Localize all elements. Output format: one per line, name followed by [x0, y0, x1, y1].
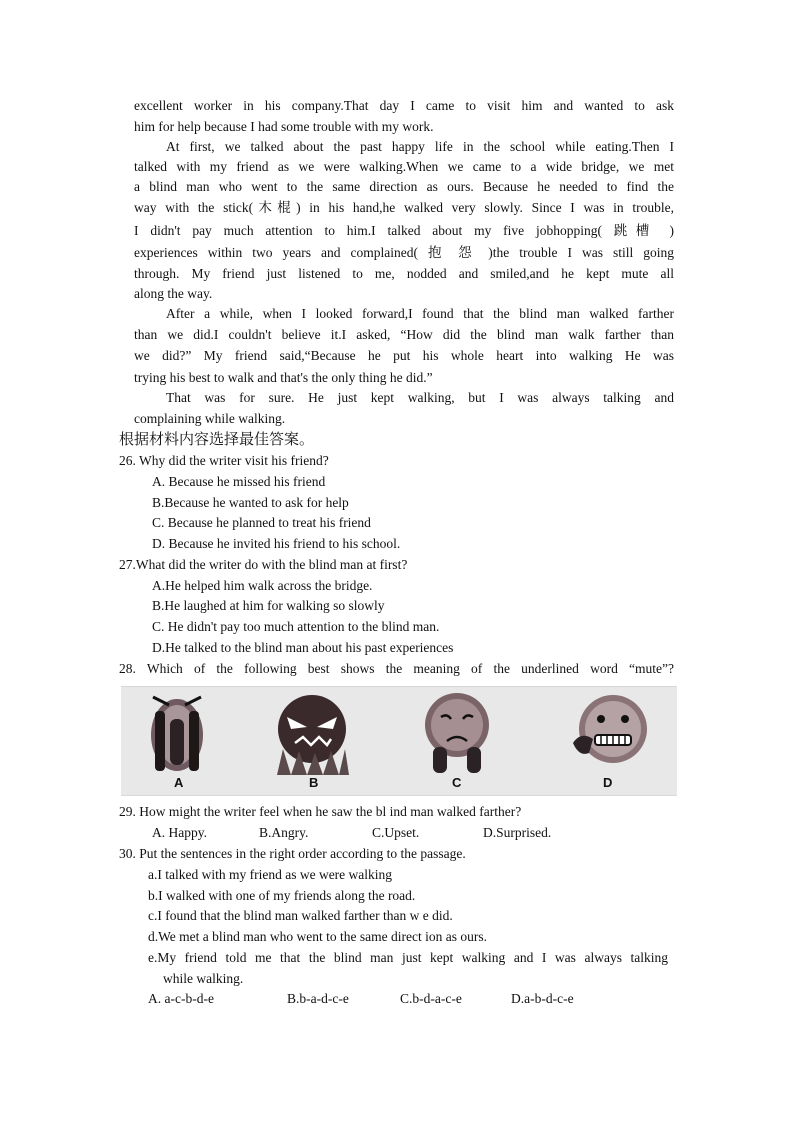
passage-line: through. My friend just listened to me, nodded and smiled,and he kept mute all	[134, 266, 674, 281]
question-30-option-c[interactable]: C.b-d-a-c-e	[400, 991, 462, 1006]
passage-line: talked with my friend as we were walking.When we came to a wide bridge, we met	[134, 159, 674, 174]
question-26-option-a[interactable]: A. Because he missed his friend	[152, 474, 326, 489]
passage-line: along the way.	[134, 286, 213, 301]
passage-line: After a while, when I looked forward,I found that the blind man walked farther	[166, 306, 674, 321]
figure-label-a: A	[174, 775, 184, 790]
passage-line: than we did.I couldn't believe it.I asked, “How did the blind man walk farther than	[134, 327, 674, 342]
passage-line: experiences within two years and complained( 抱 怨 )the trouble I was still going	[134, 245, 674, 260]
question-29-option-a[interactable]: A. Happy.	[152, 825, 207, 840]
question-30-item-e-cont: while walking.	[163, 971, 244, 986]
question-27-option-c[interactable]: C. He didn't pay too much attention to the blind man.	[152, 619, 440, 634]
question-29-stem: 29. How might the writer feel when he saw the bl ind man walked farther?	[119, 804, 522, 819]
question-30-item-b: b.I walked with one of my friends along the road.	[148, 888, 416, 903]
passage-line: I didn't pay much attention to him.I talked about my five jobhopping( 跳槽 )	[134, 223, 674, 238]
passage-line: complaining while walking.	[134, 411, 286, 426]
question-30-item-d: d.We met a blind man who went to the same direct ion as ours.	[148, 929, 487, 944]
passage-line: we did?” My friend said,“Because he put his whole heart into walking He was	[134, 348, 674, 363]
question-27-option-b[interactable]: B.He laughed at him for walking so slowly	[152, 598, 385, 613]
question-30-item-a: a.I talked with my friend as we were walking	[148, 867, 393, 882]
question-26-option-d[interactable]: D. Because he invited his friend to his school.	[152, 536, 401, 551]
figure-label-c: C	[452, 775, 462, 790]
question-26-stem: 26. Why did the writer visit his friend?	[119, 453, 329, 468]
question-30-option-d[interactable]: D.a-b-d-c-e	[511, 991, 574, 1006]
zipped-mouth-face-icon[interactable]	[567, 691, 653, 775]
question-29-option-d[interactable]: D.Surprised.	[483, 825, 552, 840]
question-30-option-b[interactable]: B.b-a-d-c-e	[287, 991, 349, 1006]
passage-line: excellent worker in his company.That day I came to visit him and wanted to ask	[134, 98, 674, 113]
passage-line: That was for sure. He just kept walking, but I was always talking and	[166, 390, 674, 405]
question-29-option-b[interactable]: B.Angry.	[259, 825, 309, 840]
emoji-figure-strip	[121, 686, 677, 796]
figure-label-b: B	[309, 775, 319, 790]
question-27-option-a[interactable]: A.He helped him walk across the bridge.	[152, 578, 373, 593]
passage-line: trying his best to walk and that's the only thing he did.”	[134, 370, 433, 385]
passage-line: a blind man who went to the same direction as ours. Because he needed to find the	[134, 179, 674, 194]
passage-line: At first, we talked about the past happy life in the school while eating.Then I	[166, 139, 674, 154]
question-28-stem: 28. Which of the following best shows the meaning of the underlined word “mute”?	[119, 661, 674, 676]
question-29-option-c[interactable]: C.Upset.	[372, 825, 420, 840]
question-26-option-b[interactable]: B.Because he wanted to ask for help	[152, 495, 349, 510]
passage-line: way with the stick(木棍) in his hand,he walked very slowly. Since I was in trouble,	[134, 200, 674, 215]
section-instruction: 根据材料内容选择最佳答案。	[119, 430, 315, 448]
question-30-item-c: c.I found that the blind man walked farther than w e did.	[148, 908, 453, 923]
passage-line: him for help because I had some trouble with my work.	[134, 119, 434, 134]
angry-face-icon[interactable]	[273, 691, 351, 775]
question-27-option-d[interactable]: D.He talked to the blind man about his past experiences	[152, 640, 454, 655]
scared-face-icon[interactable]	[145, 691, 209, 775]
figure-label-d: D	[603, 775, 613, 790]
question-26-option-c[interactable]: C. Because he planned to treat his friend	[152, 515, 371, 530]
question-30-stem: 30. Put the sentences in the right order according to the passage.	[119, 846, 466, 861]
question-27-stem: 27.What did the writer do with the blind man at first?	[119, 557, 408, 572]
upset-face-icon[interactable]	[419, 691, 495, 775]
question-30-option-a[interactable]: A. a-c-b-d-e	[148, 991, 214, 1006]
question-30-item-e: e.My friend told me that the blind man just kept walking and I was always talking	[148, 950, 668, 965]
